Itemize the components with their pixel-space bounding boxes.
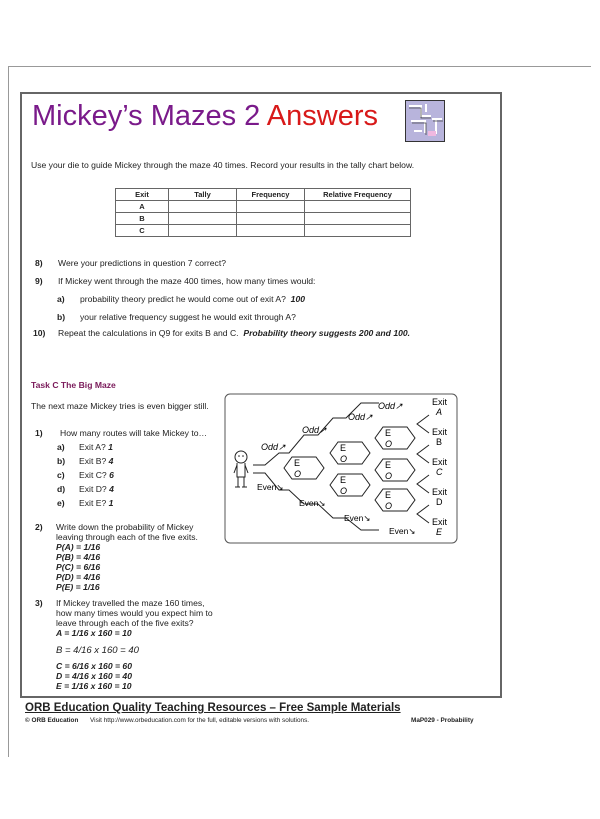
taskc-q1-item: a) Exit A? 1 (57, 442, 113, 452)
maze-exit-letter: D (436, 497, 443, 507)
question-10: 10) Repeat the calculations in Q9 for exits B and C. Probability theory suggests 200 and 100. (33, 328, 411, 338)
taskc-q2: 2) Write down the probability of Mickey leaving through each of the five exits. P(A) = 1/16 P(B) = 4/16 P(C) = 6/16 P(D) = 4/16 P(E) = 1/16 (35, 522, 198, 592)
maze-even-text: Even↘ (257, 482, 284, 492)
page-title: Mickey’s Mazes 2 Answers (32, 100, 378, 132)
table-row: C (116, 225, 411, 237)
question-9a: a) probability theory predict he would come out of exit A? 100 (57, 294, 306, 304)
maze-exit-label: Exit (432, 397, 448, 407)
table-row: A (116, 201, 411, 213)
task-c-heading: Task C The Big Maze (31, 380, 116, 390)
maze-even-label: E (385, 490, 392, 500)
maze-odd-text: Odd↗ (348, 412, 373, 422)
maze-odd-label: O (385, 471, 393, 481)
maze-odd-text: Odd↗ (302, 425, 327, 435)
footer-title: ORB Education Quality Teaching Resources – Free Sample Materials (25, 702, 401, 714)
maze-picture (405, 100, 445, 142)
maze-exit-letter: C (436, 467, 443, 477)
taskc-q3: 3) If Mickey travelled the maze 160 times, how many times would you expect him to leave through each of the five exits? A = 1/16 x 160 = 10 B = 4/16 x 160 = 40 C = 6/16 x 160 = 60 D = 4/16 x 160 = 40 E = 1/16 x 160 = 10 (35, 598, 213, 691)
footer-copyright: © ORB Education (25, 717, 79, 724)
maze-exit-label: Exit (432, 487, 448, 497)
task-c-intro: The next maze Mickey tries is even bigger still. (31, 401, 209, 411)
maze-exit-letter: E (436, 527, 443, 537)
taskc-q1-item: c) Exit C? 6 (57, 470, 114, 480)
maze-diagram (224, 393, 459, 545)
maze-even-label: E (385, 428, 392, 438)
question-9: 9) If Mickey went through the maze 400 times, how many times would: (35, 276, 316, 286)
maze-exit-label: Exit (432, 517, 448, 527)
maze-odd-label: O (340, 486, 348, 496)
taskc-q1-item: d) Exit D? 4 (57, 484, 114, 494)
maze-odd-label: O (294, 469, 302, 479)
taskc-q1-item: b) Exit B? 4 (57, 456, 114, 466)
footer-code: MaP029 - Probability (411, 717, 474, 724)
tally-table: Exit Tally Frequency Relative Frequency A B C (115, 188, 411, 237)
maze-even-label: E (385, 460, 392, 470)
maze-odd-text: Odd↗ (261, 442, 286, 452)
maze-even-label: E (340, 443, 347, 453)
question-9b: b) your relative frequency suggest he would exit through A? (57, 312, 296, 322)
maze-even-text: Even↘ (344, 513, 371, 523)
maze-border (225, 394, 457, 543)
question-8: 8) Were your predictions in question 7 correct? (35, 258, 226, 268)
taskc-q1: 1) How many routes will take Mickey to… (35, 428, 208, 438)
maze-exit-letter: A (436, 407, 443, 417)
maze-odd-label: O (385, 439, 393, 449)
maze-odd-label: O (340, 454, 348, 464)
taskc-q1-item: e) Exit E? 1 (57, 498, 114, 508)
maze-even-text: Even↘ (299, 498, 326, 508)
maze-even-label: E (294, 458, 301, 468)
table-row: B (116, 213, 411, 225)
maze-even-label: E (340, 475, 347, 485)
maze-exit-label: Exit (432, 427, 448, 437)
maze-odd-label: O (385, 501, 393, 511)
maze-exit-label: Exit (432, 457, 448, 467)
maze-odd-text: Odd↗ (378, 401, 403, 411)
footer-visit[interactable]: Visit http://www.orbeducation.com for the full, editable versions with solutions. (90, 717, 310, 724)
maze-exit-letter: B (436, 437, 443, 447)
maze-even-text: Even↘ (389, 526, 416, 536)
intro-text: Use your die to guide Mickey through the maze 40 times. Record your results in the tally chart below. (31, 160, 415, 170)
